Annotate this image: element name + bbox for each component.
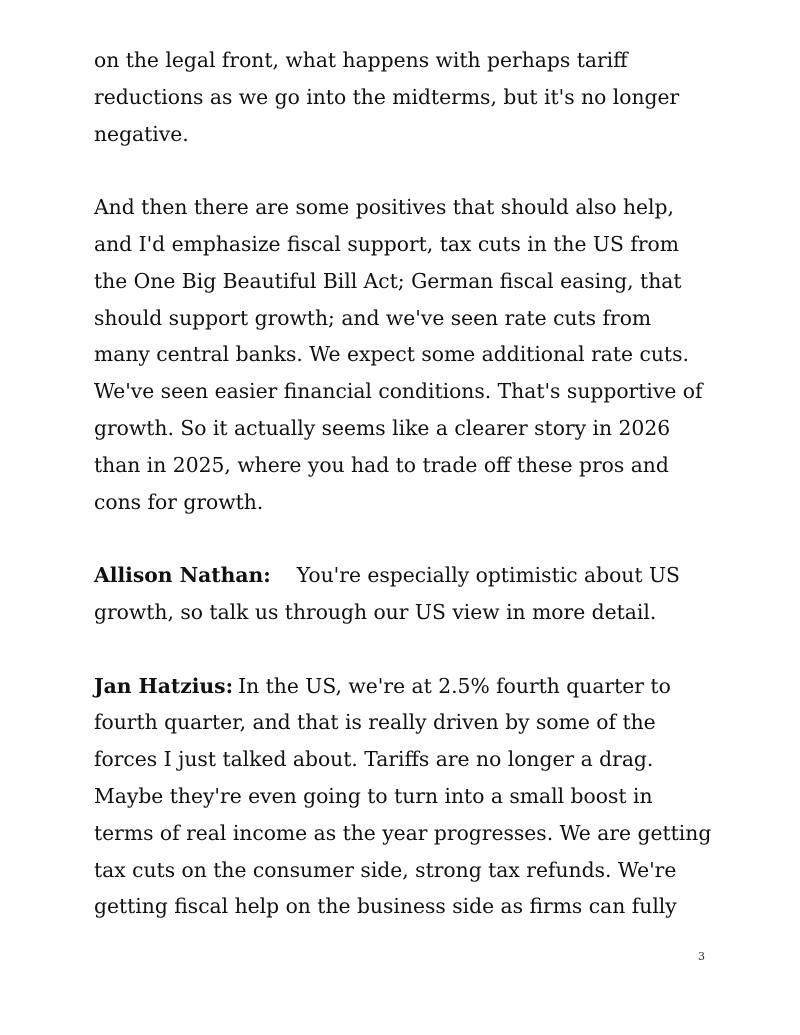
text-line: And then there are some positives that should also help, xyxy=(94,195,674,220)
text-line: should support growth; and we've seen rate cuts from xyxy=(94,305,652,330)
text-line: negative. xyxy=(94,121,189,146)
text-line: getting fiscal help on the business side as firms can fully xyxy=(94,894,677,919)
text-line: the One Big Beautiful Bill Act; German fiscal easing, that xyxy=(94,268,682,293)
text-line: on the legal front, what happens with perhaps tariff xyxy=(94,48,628,72)
paragraph-jan-hatzius xyxy=(94,668,714,926)
text-line: growth. So it actually seems like a clearer story in 2026 xyxy=(94,415,671,440)
text-line xyxy=(94,668,714,705)
text-line: tax cuts on the consumer side, strong tax refunds. We're xyxy=(94,857,677,882)
transcript-page xyxy=(94,42,714,925)
paragraph-positives xyxy=(94,189,714,520)
text-line: growth, so talk us through our US view in more detail. xyxy=(94,599,657,624)
speaker-name: Jan Hatzius: xyxy=(94,673,234,698)
text-line xyxy=(94,557,714,594)
text-line: cons for growth. xyxy=(94,489,264,514)
speaker-name: Allison Nathan: xyxy=(94,563,271,588)
text-line-content: In the US, we're at 2.5% fourth quarter to xyxy=(238,673,671,698)
paragraph-gap xyxy=(94,631,714,668)
text-line-content: You're especially optimistic about US xyxy=(296,563,680,588)
page-number: 3 xyxy=(698,950,705,963)
paragraph-legal-front xyxy=(94,42,714,152)
paragraph-gap xyxy=(94,520,714,557)
text-line: and I'd emphasize fiscal support, tax cuts in the US from xyxy=(94,231,679,256)
text-line: We've seen easier financial conditions. That's supportive of xyxy=(94,379,703,404)
text-line: than in 2025, where you had to trade off these pros and xyxy=(94,452,669,477)
paragraph-gap xyxy=(94,152,714,189)
text-line: fourth quarter, and that is really driven by some of the xyxy=(94,710,656,735)
text-line: forces I just talked about. Tariffs are no longer a drag. xyxy=(94,747,654,772)
text-line: many central banks. We expect some additional rate cuts. xyxy=(94,342,689,367)
text-line: reductions as we go into the midterms, but it's no longer xyxy=(94,84,680,109)
text-line: terms of real income as the year progresses. We are getting xyxy=(94,820,712,845)
text-line: Maybe they're even going to turn into a small boost in xyxy=(94,783,653,808)
paragraph-allison-nathan xyxy=(94,557,714,631)
